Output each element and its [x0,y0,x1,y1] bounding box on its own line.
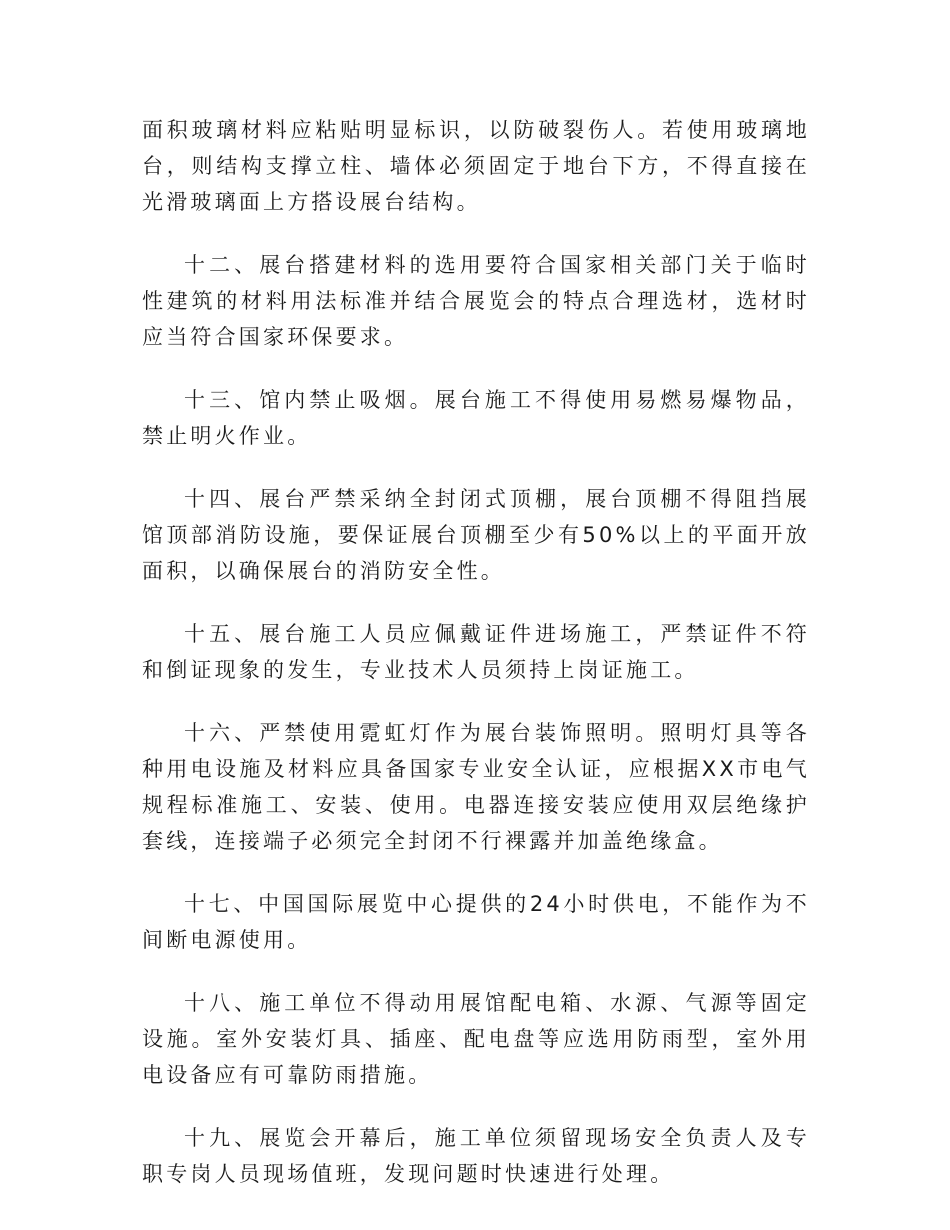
paragraph-continued: 面积玻璃材料应粘贴明显标识，以防破裂伤人。若使用玻璃地台，则结构支撑立柱、墙体必须固定于地台下方，不得直接在光滑玻璃面上方搭设展台结构。 [142,118,810,214]
paragraph-item-17: 十七、中国国际展览中心提供的24小时供电，不能作为不间断电源使用。 [142,892,810,952]
paragraph-item-18: 十八、施工单位不得动用展馆配电箱、水源、气源等固定设施。室外安装灯具、插座、配电盘等应选用防雨型，室外用电设备应有可靠防雨措施。 [142,991,810,1087]
paragraph-item-15: 十五、展台施工人员应佩戴证件进场施工，严禁证件不符和倒证现象的发生，专业技术人员须持上岗证施工。 [142,622,810,682]
paragraph-item-13: 十三、馆内禁止吸烟。展台施工不得使用易燃易爆物品，禁止明火作业。 [142,388,810,448]
paragraph-item-19: 十九、展览会开幕后，施工单位须留现场安全负责人及专职专岗人员现场值班，发现问题时快速进行处理。 [142,1126,810,1186]
paragraph-item-16: 十六、严禁使用霓虹灯作为展台装饰照明。照明灯具等各种用电设施及材料应具备国家专业安全认证，应根据XX市电气规程标准施工、安装、使用。电器连接安装应使用双层绝缘护套线，连接端子必须完全封闭不行裸露并加盖绝缘盒。 [142,721,810,853]
paragraph-item-14: 十四、展台严禁采纳全封闭式顶棚，展台顶棚不得阻挡展馆顶部消防设施，要保证展台顶棚至少有50%以上的平面开放面积，以确保展台的消防安全性。 [142,487,810,583]
paragraph-item-12: 十二、展台搭建材料的选用要符合国家相关部门关于临时性建筑的材料用法标准并结合展览会的特点合理选材，选材时应当符合国家环保要求。 [142,253,810,349]
document-body [142,112,810,1219]
